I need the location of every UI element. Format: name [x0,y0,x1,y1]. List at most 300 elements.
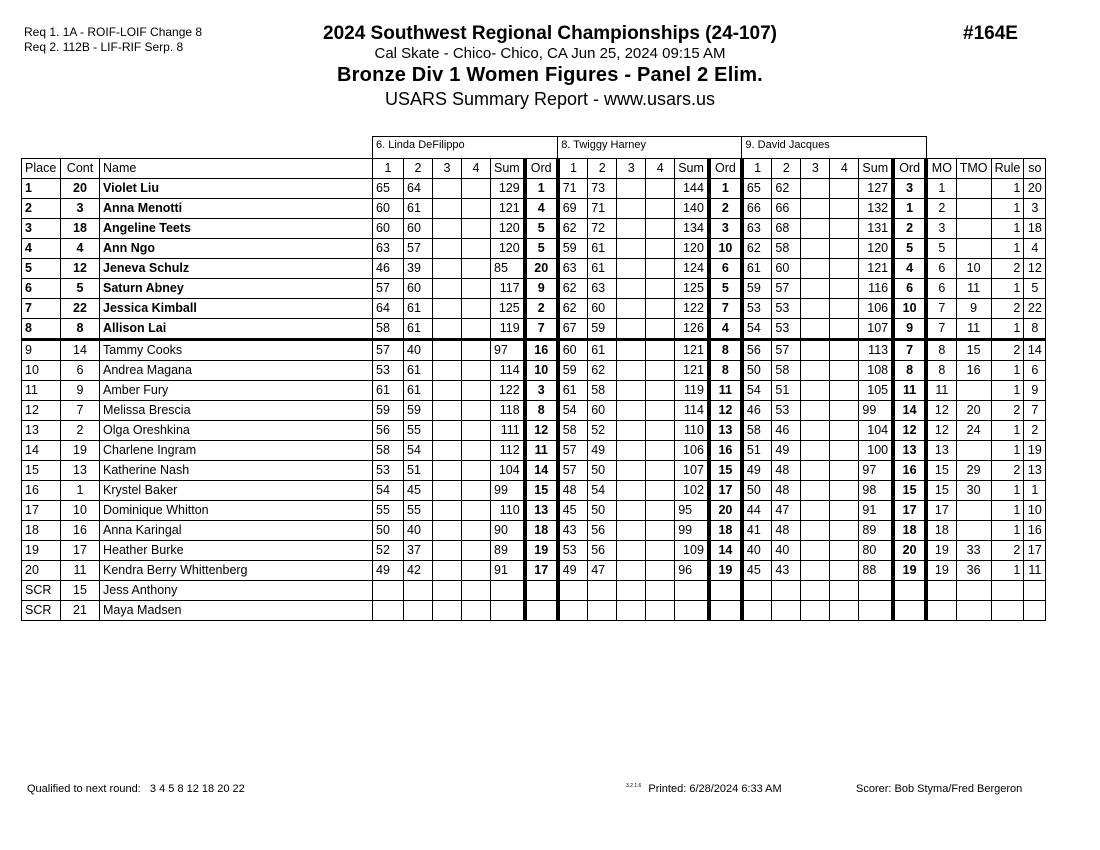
judge-1-sum: 120 [491,219,525,239]
judge-2-fig2-score: 61 [588,259,617,279]
judge-2-fig1-score: 57 [558,441,588,461]
judge-1-ordinal: 7 [525,319,558,340]
judge-2-ordinal: 19 [709,561,742,581]
judge-1-fig2-score: 37 [404,541,433,561]
majority-ordinal-cell: 13 [926,441,956,461]
judge-1-fig2-score: 45 [404,481,433,501]
table-row [22,521,1046,541]
scorer-footer: Scorer: Bob Styma/Fred Bergeron [856,783,1023,795]
majority-ordinal-cell: 6 [926,259,956,279]
requirement-1: Req 1. 1A - ROIF-LOIF Change 8 [24,25,203,39]
contestant-number-cell: 8 [61,319,100,340]
judge-1-fig3-score [433,219,462,239]
event-number: #164E [963,23,1018,44]
judge-1-fig1-score: 64 [373,299,404,319]
judge-1-fig4-score [462,319,491,340]
start-order-cell: 11 [1024,561,1046,581]
total-majority-ordinal-cell: 11 [956,319,991,340]
judge-2-fig4-score [646,299,675,319]
judge-2-ordinal: 12 [709,401,742,421]
judge-3-sum: 98 [859,481,893,501]
judge-1-fig2-score: 54 [404,441,433,461]
judge-3-fig4-score [830,521,859,541]
skater-name-cell: Kendra Berry Whittenberg [100,561,373,581]
judge-3-fig3-score [801,199,830,219]
judge-3-fig4-score [830,441,859,461]
rule-cell: 1 [991,239,1024,259]
table-row [22,319,1046,340]
judge-1-ordinal: 8 [525,401,558,421]
judge-1-fig3-score [433,381,462,401]
judge-1-fig3-score [433,299,462,319]
judge-1-ordinal: 11 [525,441,558,461]
place-cell: 3 [22,219,61,239]
judge-2-fig3-score [617,219,646,239]
start-order-cell: 9 [1024,381,1046,401]
judge-2-fig3-score [617,421,646,441]
judge-3-ordinal: 9 [893,319,926,340]
place-cell: 6 [22,279,61,299]
judge-1-fig3-score [433,279,462,299]
judge-3-fig3-score [801,601,830,621]
judge-1-sum: 119 [491,319,525,340]
judge-3-sum: 107 [859,319,893,340]
judge-3-sum: 91 [859,501,893,521]
judge-1-fig1-score [373,581,404,601]
judge-2-fig3-score [617,279,646,299]
judge-1-fig3-score [433,601,462,621]
judge-3-fig2-score: 62 [772,179,801,199]
place-cell: 16 [22,481,61,501]
judge-1-fig2-score [404,581,433,601]
majority-ordinal-cell: 19 [926,561,956,581]
judge-1-fig2-score: 51 [404,461,433,481]
judge-3-fig4-score [830,401,859,421]
skater-name-cell: Jeneva Schulz [100,259,373,279]
qualified-list: 3 4 5 8 12 18 20 22 [149,783,245,795]
judge-3-fig4-score [830,319,859,340]
judge-3-fig1-score: 46 [742,401,772,421]
judge-1-fig1-score: 60 [373,199,404,219]
judge-1-fig2-score [404,601,433,621]
total-majority-ordinal-cell: 36 [956,561,991,581]
place-cell: 5 [22,259,61,279]
judge-2-sum: 110 [675,421,709,441]
judge-3-ordinal: 18 [893,521,926,541]
judge-1-sum: 129 [491,179,525,199]
judge-1-fig3-score [433,319,462,340]
total-majority-ordinal-cell [956,219,991,239]
majority-ordinal-cell: 8 [926,361,956,381]
judge-1-fig3-score [433,501,462,521]
judge-3-fig4-score [830,299,859,319]
judge-1-fig3-score [433,199,462,219]
majority-ordinal-cell: 7 [926,319,956,340]
judge-1-ordinal: 5 [525,219,558,239]
table-row [22,279,1046,299]
judge-3-ordinal: 16 [893,461,926,481]
skater-name-cell: Anna Karingal [100,521,373,541]
rule-cell: 1 [991,501,1024,521]
judge-3-ordinal: 17 [893,501,926,521]
total-majority-ordinal-cell: 9 [956,299,991,319]
judge-3-sum: 113 [859,340,893,361]
contestant-number-cell: 4 [61,239,100,259]
requirement-2: Req 2. 112B - LIF-RIF Serp. 8 [24,40,184,54]
judge-1-fig2-score: 61 [404,381,433,401]
column-header-row [22,159,1046,179]
judge-3-fig1-score: 62 [742,239,772,259]
judge-3-fig1-score: 54 [742,381,772,401]
judge-1-fig4-score [462,541,491,561]
judge-3-sum [859,601,893,621]
judge-2-sum: 121 [675,340,709,361]
total-majority-ordinal-cell: 20 [956,401,991,421]
judge-2-fig2-score: 71 [588,199,617,219]
judge-3-ordinal: 5 [893,239,926,259]
judge-1-fig1-score: 58 [373,441,404,461]
judge-3-fig3-score [801,481,830,501]
judge-3-sum: 131 [859,219,893,239]
judge-3-fig3-score [801,421,830,441]
rule-cell: 1 [991,199,1024,219]
contestant-number-cell: 2 [61,421,100,441]
judge-3-fig3-score [801,319,830,340]
total-majority-ordinal-cell: 33 [956,541,991,561]
start-order-cell: 19 [1024,441,1046,461]
judge-2-fig4-score [646,541,675,561]
judge-1-sum: 89 [491,541,525,561]
judge-3-fig2-score: 43 [772,561,801,581]
judge-2-ordinal: 13 [709,421,742,441]
judge-2-fig3-score [617,319,646,340]
judge-2-sum: 106 [675,441,709,461]
judge-3-ordinal: 3 [893,179,926,199]
judge-2-fig3-score [617,481,646,501]
judge-1-sum [491,581,525,601]
judge-3-fig3-score [801,381,830,401]
rule-cell: 1 [991,319,1024,340]
judge-2-fig3-score [617,179,646,199]
judge-1-fig4-score [462,581,491,601]
majority-ordinal-cell: 12 [926,421,956,441]
judge-2-sum: 107 [675,461,709,481]
start-order-cell: 4 [1024,239,1046,259]
table-row [22,299,1046,319]
majority-ordinal-cell: 18 [926,521,956,541]
judge-2-fig4-score [646,279,675,299]
judge-1-fig2-score: 60 [404,219,433,239]
col-j1-sum: Sum [491,159,525,179]
judge-2-fig3-score [617,259,646,279]
place-cell: 8 [22,319,61,340]
judge-2-fig3-score [617,461,646,481]
judge-1-fig2-score: 61 [404,299,433,319]
judge-2-fig1-score [558,581,588,601]
place-cell: 12 [22,401,61,421]
table-row [22,381,1046,401]
judge-2-sum: 120 [675,239,709,259]
contestant-number-cell: 17 [61,541,100,561]
judge-3-fig1-score [742,581,772,601]
judge-2-sum: 96 [675,561,709,581]
rule-cell: 1 [991,421,1024,441]
judge-1-fig4-score [462,361,491,381]
judge-header-row [22,137,1046,159]
majority-ordinal-cell: 17 [926,501,956,521]
majority-ordinal-cell: 2 [926,199,956,219]
competition-location: Cal Skate - Chico- Chico, CA Jun 25, 2024 09:15 AM [374,45,726,62]
col-j2-fig4: 4 [646,159,675,179]
judge-2-ordinal: 14 [709,541,742,561]
judge-2-fig3-score [617,501,646,521]
judge-2-fig4-score [646,581,675,601]
judge-2-fig2-score: 61 [588,239,617,259]
judge-3-fig4-score [830,561,859,581]
judge-3-sum: 80 [859,541,893,561]
skater-name-cell: Dominique Whitton [100,501,373,521]
total-majority-ordinal-cell: 30 [956,481,991,501]
judge-1-fig3-score [433,461,462,481]
judge-1-fig4-score [462,340,491,361]
table-row [22,461,1046,481]
judge-2-fig3-score [617,381,646,401]
judge-1-fig3-score [433,581,462,601]
judge-2-fig1-score: 62 [558,299,588,319]
start-order-cell: 20 [1024,179,1046,199]
contestant-number-cell: 11 [61,561,100,581]
start-order-cell: 14 [1024,340,1046,361]
col-j1-fig4: 4 [462,159,491,179]
table-row [22,561,1046,581]
judge-2-fig1-score: 62 [558,279,588,299]
judge-2-sum: 122 [675,299,709,319]
judge-2-sum: 114 [675,401,709,421]
judge-3-ordinal: 15 [893,481,926,501]
judge-2-ordinal: 5 [709,279,742,299]
place-cell: 18 [22,521,61,541]
judge-1-fig2-score: 64 [404,179,433,199]
judge-2-sum: 102 [675,481,709,501]
skater-name-cell: Andrea Magana [100,361,373,381]
judge-3-fig3-score [801,561,830,581]
judge-3-ordinal: 20 [893,541,926,561]
judge-3-ordinal: 11 [893,381,926,401]
judge-2-fig4-score [646,441,675,461]
col-j2-ord: Ord [709,159,742,179]
judge-2-fig2-score: 72 [588,219,617,239]
judge-3-fig3-score [801,461,830,481]
majority-ordinal-cell: 15 [926,481,956,501]
total-majority-ordinal-cell [956,381,991,401]
judge-2-fig2-score: 62 [588,361,617,381]
rule-cell: 1 [991,219,1024,239]
judge-1-sum: 90 [491,521,525,541]
judge-3-fig2-score: 60 [772,259,801,279]
judge-2-sum: 134 [675,219,709,239]
judge-3-sum: 104 [859,421,893,441]
skater-name-cell: Jessica Kimball [100,299,373,319]
judge-3-fig4-score [830,481,859,501]
judge-1-fig1-score: 57 [373,340,404,361]
judge-3-fig2-score: 53 [772,401,801,421]
judge-3-fig4-score [830,279,859,299]
col-j3-fig4: 4 [830,159,859,179]
contestant-number-cell: 9 [61,381,100,401]
judge-1-fig2-score: 60 [404,279,433,299]
judge-3-sum: 132 [859,199,893,219]
judge-2-fig3-score [617,299,646,319]
total-majority-ordinal-cell [956,441,991,461]
majority-ordinal-cell: 1 [926,179,956,199]
judge-3-ordinal: 6 [893,279,926,299]
judge-2-ordinal [709,601,742,621]
col-j1-fig1: 1 [373,159,404,179]
competition-title: 2024 Southwest Regional Championships (24-107) [323,23,777,44]
judge-2-ordinal: 6 [709,259,742,279]
judge-1-sum: 125 [491,299,525,319]
majority-ordinal-cell: 19 [926,541,956,561]
judge-1-ordinal: 15 [525,481,558,501]
contestant-number-cell: 14 [61,340,100,361]
judge-3-fig3-score [801,541,830,561]
skater-name-cell: Jess Anthony [100,581,373,601]
judge-3-ordinal: 1 [893,199,926,219]
judge-3-ordinal: 4 [893,259,926,279]
judge-3-fig1-score: 58 [742,421,772,441]
judge-3-fig4-score [830,340,859,361]
rule-cell: 1 [991,381,1024,401]
total-majority-ordinal-cell [956,521,991,541]
majority-ordinal-cell [926,601,956,621]
start-order-cell: 12 [1024,259,1046,279]
judge-1-ordinal: 20 [525,259,558,279]
place-cell: 11 [22,381,61,401]
judge-2-fig4-score [646,199,675,219]
judge-1-fig1-score: 63 [373,239,404,259]
place-cell: 20 [22,561,61,581]
col-rule: Rule [991,159,1024,179]
table-row [22,401,1046,421]
table-row [22,219,1046,239]
judge-2-sum: 121 [675,361,709,381]
judge-2-ordinal: 15 [709,461,742,481]
judge-1-fig2-score: 55 [404,501,433,521]
judge-2-fig2-score: 56 [588,521,617,541]
judge-3-fig3-score [801,401,830,421]
judge-2-sum: 124 [675,259,709,279]
table-row [22,199,1046,219]
table-row [22,441,1046,461]
judge-1-sum: 118 [491,401,525,421]
judge-2-fig4-score [646,361,675,381]
skater-name-cell: Amber Fury [100,381,373,401]
judge-3-fig1-score: 50 [742,361,772,381]
majority-ordinal-cell: 5 [926,239,956,259]
judge-1-fig4-score [462,401,491,421]
col-j3-fig3: 3 [801,159,830,179]
judge-2-fig2-score: 58 [588,381,617,401]
col-j2-sum: Sum [675,159,709,179]
skater-name-cell: Olga Oreshkina [100,421,373,441]
judge-3-fig1-score: 54 [742,319,772,340]
judge-2-ordinal: 18 [709,521,742,541]
judge-2-sum: 126 [675,319,709,340]
judge-3-fig3-score [801,581,830,601]
place-cell: 2 [22,199,61,219]
judge-3-sum: 106 [859,299,893,319]
skater-name-cell: Katherine Nash [100,461,373,481]
col-j2-fig3: 3 [617,159,646,179]
judge-2-ordinal: 4 [709,319,742,340]
col-place: Place [22,159,61,179]
judge-3-fig3-score [801,361,830,381]
judge-2-fig3-score [617,441,646,461]
judge-2-fig2-score: 54 [588,481,617,501]
majority-ordinal-cell: 8 [926,340,956,361]
printed-footer [626,783,782,795]
judge-3-fig1-score: 66 [742,199,772,219]
judge-3-fig4-score [830,219,859,239]
place-cell: 1 [22,179,61,199]
judge-3-fig1-score: 40 [742,541,772,561]
judge-3-sum [859,581,893,601]
contestant-number-cell: 1 [61,481,100,501]
judge-2-fig3-score [617,401,646,421]
event-title: Bronze Div 1 Women Figures - Panel 2 Elim. [337,64,763,86]
judge-3-fig2-score: 49 [772,441,801,461]
judge-1-fig1-score: 50 [373,521,404,541]
judge-2-fig4-score [646,340,675,361]
table-row [22,481,1046,501]
judge-1-fig3-score [433,401,462,421]
judge-2-fig3-score [617,199,646,219]
judge-3-ordinal: 7 [893,340,926,361]
col-j3-fig2: 2 [772,159,801,179]
judge-2-sum: 99 [675,521,709,541]
judge-1-ordinal: 13 [525,501,558,521]
start-order-cell: 17 [1024,541,1046,561]
judge-3-fig2-score: 57 [772,279,801,299]
judge-1-fig1-score: 58 [373,319,404,340]
judge-2-ordinal: 3 [709,219,742,239]
judge-1-sum: 97 [491,340,525,361]
judge-3-sum: 108 [859,361,893,381]
judge-2-fig1-score: 54 [558,401,588,421]
judge-2-fig2-score: 60 [588,299,617,319]
skater-name-cell: Ann Ngo [100,239,373,259]
judge-1-sum: 110 [491,501,525,521]
judge-1-fig1-score: 53 [373,361,404,381]
judge-3-fig2-score: 48 [772,461,801,481]
place-cell: 15 [22,461,61,481]
judge-3-fig2-score: 68 [772,219,801,239]
judge-3-fig3-score [801,521,830,541]
judge-2-ordinal: 11 [709,381,742,401]
judge-2-fig1-score: 69 [558,199,588,219]
judge-1-fig2-score: 57 [404,239,433,259]
total-majority-ordinal-cell [956,199,991,219]
judge-1-ordinal: 17 [525,561,558,581]
judge-1-ordinal: 3 [525,381,558,401]
judge-1-ordinal: 18 [525,521,558,541]
rule-cell: 2 [991,299,1024,319]
judge-3-ordinal: 2 [893,219,926,239]
total-majority-ordinal-cell: 11 [956,279,991,299]
judge-1-fig3-score [433,541,462,561]
judge-2-fig2-score: 56 [588,541,617,561]
judge-1-fig4-score [462,299,491,319]
